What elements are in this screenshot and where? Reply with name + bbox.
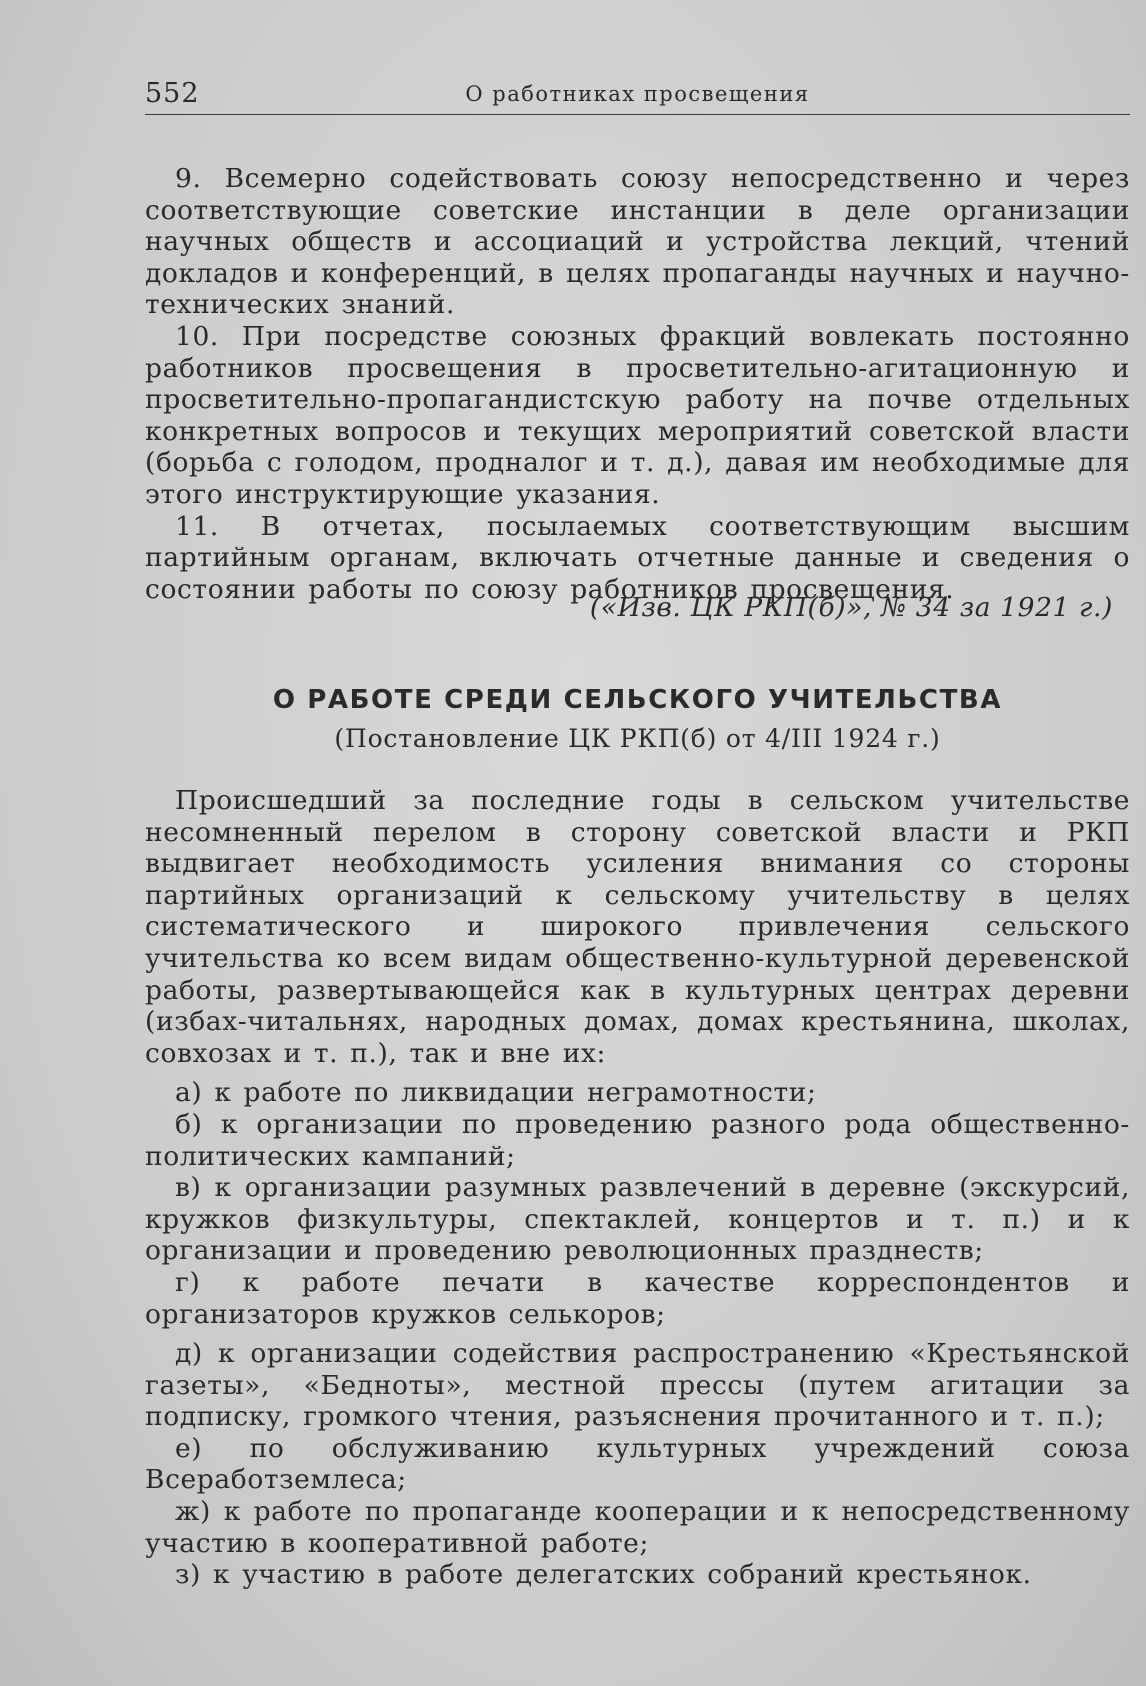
page-number: 552 (145, 78, 200, 109)
page-header (145, 78, 1130, 115)
section-rural-teachers (145, 785, 1130, 1591)
intro-paragraph: Происшедший за последние годы в сельском учительстве несомненный перелом в сторону советской власти и РКП выдвигает необходимость усиления внимания со стороны партийных организаций к сельскому учительству в целях систематического и широкого привлечения сельского учительства ко всем видам общественно-культурной деревенской работы, развертывающейся как в культурных центрах деревни (избах-читальнях, народных домах, домах крестьянина, школах, совхозах и т. п.), так и вне их: (145, 785, 1130, 1069)
list-item-a: а) к работе по ликвидации неграмотности; (175, 1077, 817, 1109)
source-citation: («Изв. ЦК РКП(б)», № 34 за 1921 г.) (589, 592, 1113, 623)
list-item-d: д) к организации содействия распространению «Крестьянской газеты», «Бедноты», местной прессы (путем агитации за подписку, громкого чтения, разъяснения прочитанного и т. п.); (145, 1338, 1130, 1433)
section-party-work-paragraphs (145, 163, 1130, 605)
list-item-b: б) к организации по проведению разного рода общественно-политических кампаний; (145, 1108, 1130, 1172)
list-item-v: в) к организации разумных развлечений в деревне (экскурсий, кружков физкультуры, спектаклей, концертов и т. п.) и к организации и проведению революционных празднеств; (145, 1172, 1130, 1267)
list-item-zh: ж) к работе по пропаганде кооперации и к непосредственному участию в кооперативной работе; (145, 1496, 1130, 1559)
list-item-g: г) к работе печати в качестве корреспондентов и организаторов кружков селькоров; (145, 1266, 1130, 1330)
section-title: О РАБОТЕ СРЕДИ СЕЛЬСКОГО УЧИТЕЛЬСТВА (272, 685, 1003, 715)
list-item-z: з) к участию в работе делегатских собраний крестьянок. (175, 1559, 1032, 1591)
running-head: О работниках просвещения (465, 82, 810, 106)
paragraph-9: 9. Всемерно содействовать союзу непосредственно и через соответствующие советские инстанции в деле организации научных обществ и ассоциаций и устройства лекций, чтений докладов и конференций, в целях пропаганды научных и научно-технических знаний. (145, 163, 1130, 321)
paragraph-11: 11. В отчетах, посылаемых соответствующим высшим партийным органам, включать отчетные данные и сведения о состоянии работы по союзу работников просвещения. (145, 510, 1130, 605)
list-item-e: е) по обслуживанию культурных учреждений союза Всеработземлеса; (145, 1432, 1130, 1496)
paragraph-10: 10. При посредстве союзных фракций вовлекать постоянно работников просвещения в просветительно-агитационную и просветительно-пропагандистскую работу на почве отдельных конкретных вопросов и текущих мероприятий советской власти (борьба с голодом, продналог и т. д.), давая им необходимые для этого инструктирующие указания. (145, 320, 1130, 510)
section-subtitle: (Постановление ЦК РКП(б) от 4/III 1924 г.) (334, 724, 941, 753)
